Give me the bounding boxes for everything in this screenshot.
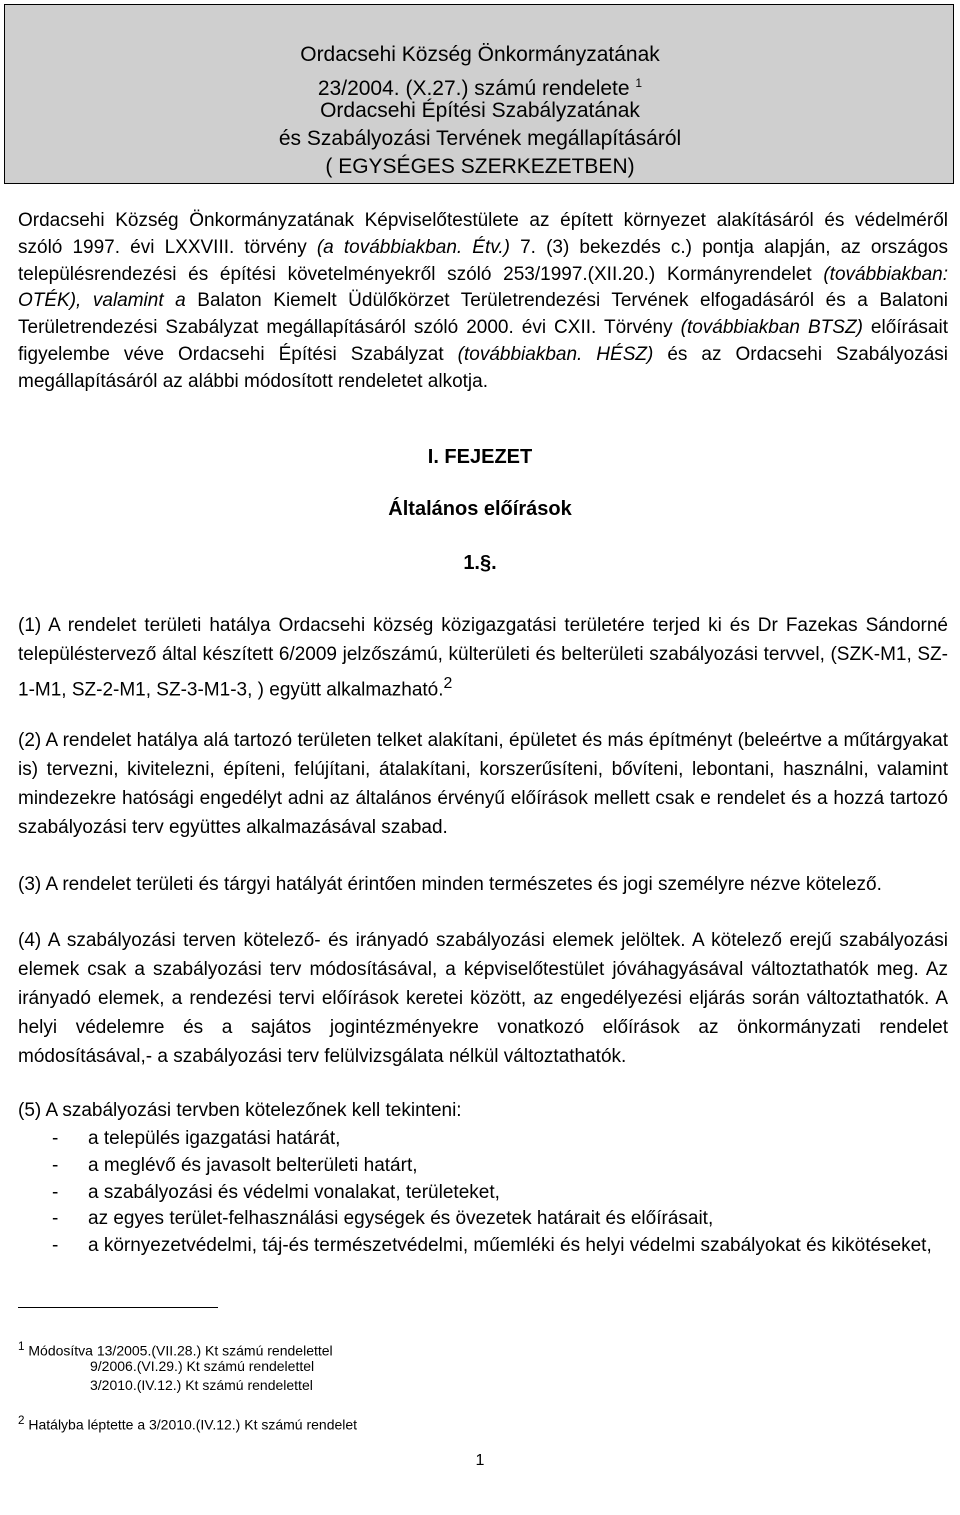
- title-line-4: és Szabályozási Tervének megállapításáról: [278, 127, 682, 150]
- list-item: - az egyes terület-felhasználási egységek és övezetek határait és előírásait,: [52, 1208, 714, 1230]
- footnote-1-line-3: 3/2010.(IV.12.) Kt számú rendelettel: [90, 1377, 313, 1393]
- footnote-1: $^1$ Módosítva 13/2005.(VII.28.) Kt számú rendelettel: [18, 1340, 333, 1359]
- footnote-ref-1: 1: [635, 76, 643, 90]
- title-line-3: Ordacsehi Építési Szabályzatának: [320, 99, 640, 122]
- title-box: [4, 4, 954, 184]
- footnote-1-line-2: 9/2006.(VI.29.) Kt számú rendelettel: [90, 1358, 315, 1374]
- paragraph-2: (2) A rendelet hatálya alá tartozó területen telket alakítani, épületet és más építményt (beleértve a műtárgyakat is) tervezni, kivitelezni, építeni, felújítani, átalakítani, korszerűsíteni, bővíteni, lebontani, használni, valamint mindezekre hatósági engedélyt adni az általános érvényű előírások mellett csak e rendelet és a hozzá tartozó szabályozási terv együttes alkalmazásával szabad.: [18, 730, 948, 838]
- preamble: Ordacsehi Község Önkormányzatának Képviselőtestülete az épített környezet alakításáról és védelméről szóló 1997. évi LXXVIII. törvény (a továbbiakban. Étv.) 7. (3) bekezdés c.) pontja alapján, az országos településrendezési és építési követelményekről szóló 253/1997.(XII.20.) Kormányrendelet (továbbiakban: OTÉK), valamint a Balaton Kiemelt Üdülőkörzet Területrendezési Tervének elfogadásáról és a Balatoni Területrendezési Szabályzat megállapításáról szóló 2000. évi CXII. Törvény (továbbiakban BTSZ) előírásait figyelembe véve Ordacsehi Építési Szabályzat (továbbiakban. HÉSZ) és az Ordacsehi Szabályozási megállapításáról az alábbi módosított rendeletet alkotja.: [18, 210, 949, 392]
- chapter-title: Általános előírások: [388, 498, 572, 520]
- chapter-number: I. FEJEZET: [427, 446, 533, 468]
- section-number: 1.§.: [463, 552, 497, 574]
- list-item: - a környezetvédelmi, táj-és természetvédelmi, műemléki és helyi védelmi szabályokat és kikötéseket,: [52, 1235, 932, 1257]
- paragraph-5-intro: (5) A szabályozási tervben kötelezőnek kell tekinteni:: [18, 1100, 462, 1121]
- list-item: - a szabályozási és védelmi vonalakat, területeket,: [52, 1181, 500, 1203]
- list-item: - a település igazgatási határát,: [52, 1128, 341, 1149]
- footnote-2: $^2$ Hatályba léptette a 3/2010.(IV.12.) Kt számú rendelet: [18, 1414, 358, 1433]
- title-line-5: ( EGYSÉGES SZERKEZETBEN): [325, 155, 635, 178]
- required-elements-list: [52, 1126, 948, 1260]
- title-line-2: 23/2004. (X.27.) számú rendelete $^1$: [317, 76, 643, 100]
- footnote-ref-2: 2: [443, 675, 453, 692]
- footnote-divider: [18, 1307, 218, 1308]
- paragraph-1: (1) A rendelet területi hatálya Ordacsehi község közigazgatási területére terjed ki és Dr Fazekas Sándorné településtervező által készített 6/2009 jelzőszámú, külterületi és belterületi szabályozási tervvel, (SZK-M1, SZ-1-M1, SZ-2-M1, SZ-3-M1-3, ) együtt alkalmazható.$^2$: [18, 615, 948, 701]
- page-number: 1: [475, 1452, 485, 1469]
- paragraph-3: (3) A rendelet területi és tárgyi hatályát érintően minden természetes és jogi személyre nézve kötelező.: [18, 874, 882, 895]
- paragraph-4: (4) A szabályozási terven kötelező- és irányadó szabályozási elemek jelöltek. A kötelező erejű szabályozási elemek csak a szabályozási terv módosításával, a képviselőtestület jóváhagyásával változtathatók meg. Az irányadó elemek, a rendezési tervi előírások keretei között, az engedélyezési eljárás során változtathatók. A helyi védelemre és a sajátos jogintézményekre vonatkozó előírások az önkormányzati rendelet módosításával,- a szabályozási terv felülvizsgálata nélkül változtathatók.: [18, 930, 948, 1067]
- list-item: - a meglévő és javasolt belterületi határt,: [52, 1154, 418, 1176]
- title-line-1: Ordacsehi Község Önkormányzatának: [300, 43, 660, 66]
